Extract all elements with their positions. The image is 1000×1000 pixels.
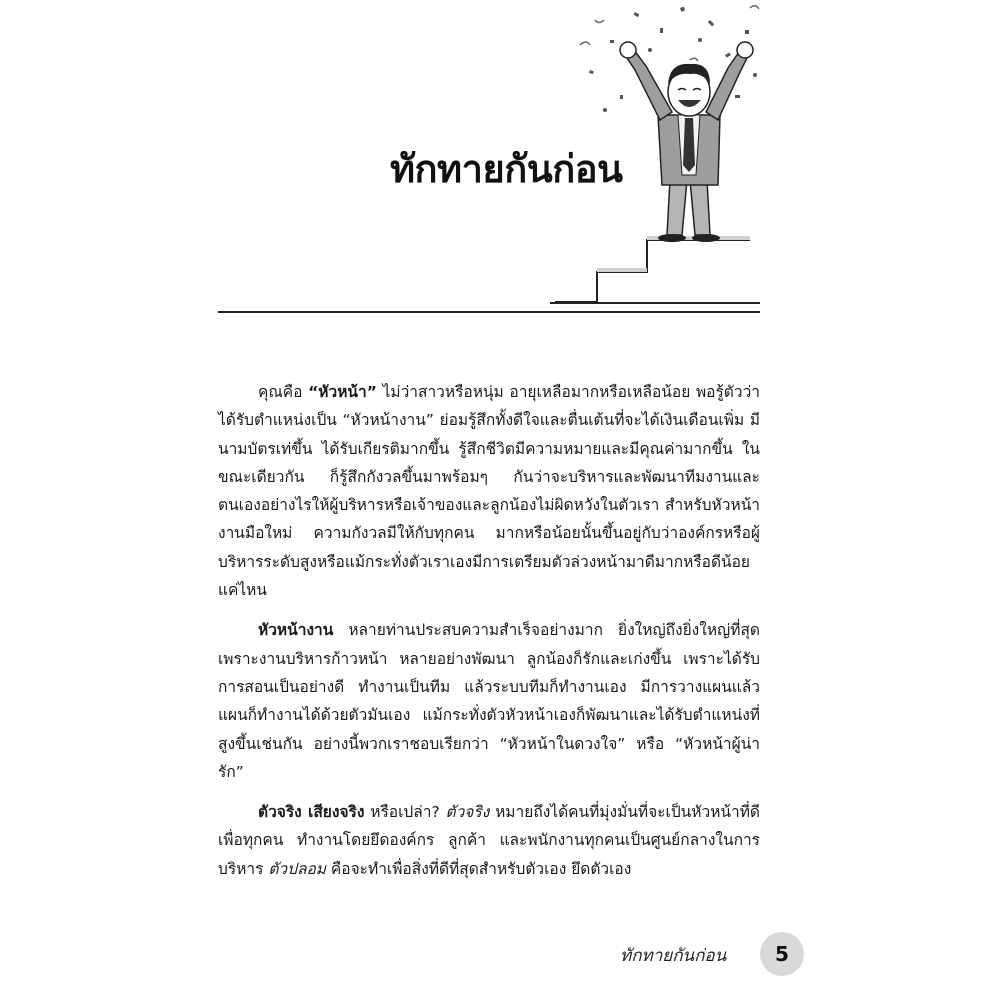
celebrating-businessman-illustration: [550, 0, 780, 310]
text-segment: หลายท่านประสบความสำเร็จอย่างมาก ยิ่งใหญ่ถึงยิ่งใหญ่ที่สุด เพราะงานบริหารก้าวหน้า หลายอย่างพัฒนา ลูกน้องก็รักและเก่งขึ้น เพราะได้รับการสอนเป็นอย่างดี ทำงานเป็นทีม แล้วระบบทีมก็ทำงานเอง มีการวางแผนแล้วแผนก็ทำงานได้ด้วยตัวมันเอง แม้กระทั่งตัวหัวหน้าเองก็พัฒนาและได้รับตำแหน่งที่สูงขึ้นเช่นกัน อย่างนี้พวกเราชอบเรียกว่า “หัวหน้าในดวงใจ” หรือ “หัวหน้าผู้น่ารัก”: [218, 621, 760, 781]
text-segment: คุณคือ: [258, 383, 309, 401]
running-title: ทักทายกันก่อน: [620, 946, 727, 966]
chapter-title: ทักทายกันก่อน: [390, 147, 623, 191]
bold-term-head: “หัวหน้า”: [308, 383, 377, 401]
bold-term-real: ตัวจริง เสียงจริง: [258, 803, 365, 822]
text-segment: คือจะทำเพื่อสิ่งที่ดีที่สุดสำหรับตัวเอง ยึดตัวเอง: [325, 859, 632, 878]
page-number-badge: 5: [760, 932, 804, 976]
header-divider: [218, 311, 760, 313]
paragraph-1: [218, 378, 760, 604]
italic-term-real: ตัวจริง: [445, 803, 490, 822]
body-text: [218, 378, 760, 895]
paragraph-2: [218, 616, 760, 786]
italic-term-fake: ตัวปลอม: [268, 859, 326, 878]
text-segment: หรือเปล่า?: [364, 803, 446, 822]
text-segment: ไม่ว่าสาวหรือหนุ่ม อายุเหลือมากหรือเหลือน้อย พอรู้ตัวว่าได้รับตำแหน่งเป็น “หัวหน้างาน” ย่อมรู้สึกทั้งดีใจและตื่นเต้นที่จะได้เงินเดือนเพิ่ม มีนามบัตรเท่ขึ้น ได้รับเกียรติมากขึ้น รู้สึกชีวิตมีความหมายและมีคุณค่ามากขึ้น ในขณะเดียวกัน ก็รู้สึกกังวลขึ้นมาพร้อมๆ กันว่าจะบริหารและพัฒนาทีมงานและตนเองอย่างไรให้ผู้บริหารหรือเจ้าของและลูกน้องไม่ผิดหวังในตัวเรา สำหรับหัวหน้างานมือใหม่ ความกังวลมีให้กับทุกคน มากหรือน้อยนั้นขึ้นอยู่กับว่าองค์กรหรือผู้บริหารระดับสูงหรือแม้กระทั่งตัวเราเองมีการเตรียมตัวล่วงหน้ามาดีมากหรือดีน้อยแค่ไหน: [218, 383, 760, 600]
paragraph-3: [218, 798, 760, 883]
text-segment: หมายถึงได้คนที่มุ่งมั่นที่จะเป็นหัวหน้าที่ดีเพื่อทุกคน ทำงานโดยยึดองค์กร ลูกค้า และพนักงานทุกคนเป็นศูนย์กลางในการบริหาร: [218, 803, 760, 878]
bold-term-supervisor: หัวหน้างาน: [258, 621, 334, 640]
